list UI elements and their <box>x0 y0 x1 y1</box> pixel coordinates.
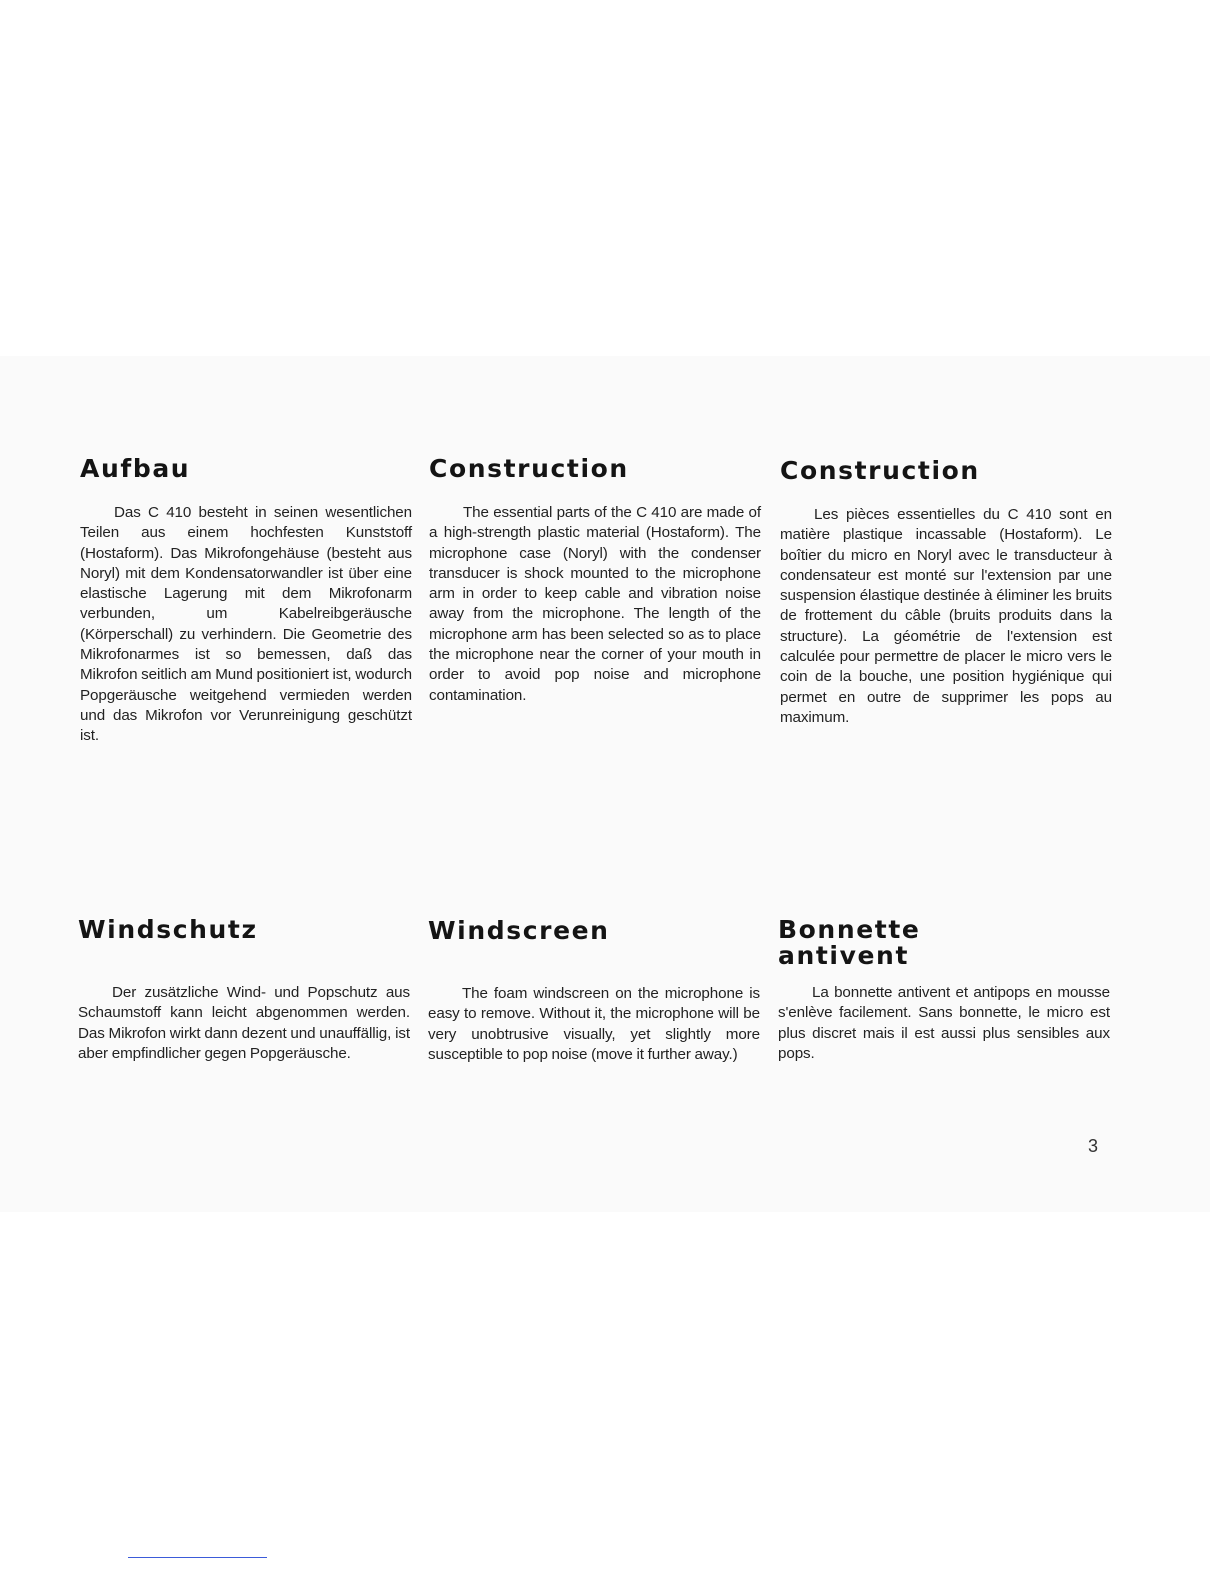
heading-bonnette-line1: Bonnette <box>778 915 921 944</box>
heading-bonnette-line2: antivent <box>778 941 909 970</box>
text-windschutz: Der zusätzliche Wind- und Popschutz aus Schaumstoff kann leicht abgenommen werden. Das Mikrofon wirkt dann dezent und unauffällig, ist aber empfindlicher gegen Popgeräusche. <box>78 984 410 1062</box>
section-aufbau <box>80 455 412 747</box>
heading-windscreen: Windscreen <box>428 916 610 945</box>
heading-windschutz: Windschutz <box>78 915 258 944</box>
text-construction-fr: Les pièces essentielles du C 410 sont en matière plastique incassable (Hostaform). Le boîtier du micro en Noryl avec le transducteur à condensateur est monté sur l'extension par une suspension élastique destinée à éliminer les bruits de frottement du câble (bruits produits dans la structure). La géométrie de l'extension est calculée pour permettre de placer le micro vers le coin de la bouche, une position hygiénique qui permet en outre de supprimer les pops au maximum. <box>780 506 1112 726</box>
text-bonnette-antivent: La bonnette antivent et antipops en mousse s'enlève facilement. Sans bonnette, le micro est plus discret mais il est aussi plus sensibles aux pops. <box>778 984 1110 1062</box>
text-windscreen: The foam windscreen on the microphone is easy to remove. Without it, the microphone will be very unobtrusive visually, yet slightly more susceptible to pop noise (move it further away.) <box>428 985 760 1063</box>
page-number: 3 <box>1088 1136 1099 1156</box>
heading-construction-fr: Construction <box>780 456 980 485</box>
heading-construction-en: Construction <box>429 454 629 483</box>
heading-bonnette-antivent <box>778 917 1110 969</box>
section-windschutz <box>78 916 410 1064</box>
section-windscreen <box>428 917 760 1065</box>
section-construction-en <box>429 455 761 706</box>
text-aufbau: Das C 410 besteht in seinen wesentlichen Teilen aus einem hochfesten Kunststoff (Hostaform). Das Mikrofongehäuse (besteht aus Noryl) mit dem Kondensatorwandler ist über eine elastische Lagerung mit dem Mikrofonarm verbunden, um Kabelreibgeräusche (Körperschall) zu verhindern. Die Geometrie des Mikrofonarmes ist so bemessen, daß das Mikrofon seitlich am Mund positioniert ist, wodurch Popgeräusche weitgehend vermieden werden und das Mikrofon vor Verunreinigung geschützt ist. <box>80 504 412 745</box>
section-construction-fr <box>780 457 1112 728</box>
footer-rule <box>128 1557 267 1558</box>
heading-aufbau: Aufbau <box>80 454 191 483</box>
text-construction-en: The essential parts of the C 410 are made of a high-strength plastic material (Hostaform). The microphone case (Noryl) with the condenser transducer is shock mounted to the microphone arm in order to keep cable and vibration noise away from the microphone. The length of the microphone arm has been selected so as to place the microphone near the corner of your mouth in order to avoid pop noise and microphone contamination. <box>429 504 761 704</box>
section-bonnette-antivent <box>778 917 1110 1064</box>
